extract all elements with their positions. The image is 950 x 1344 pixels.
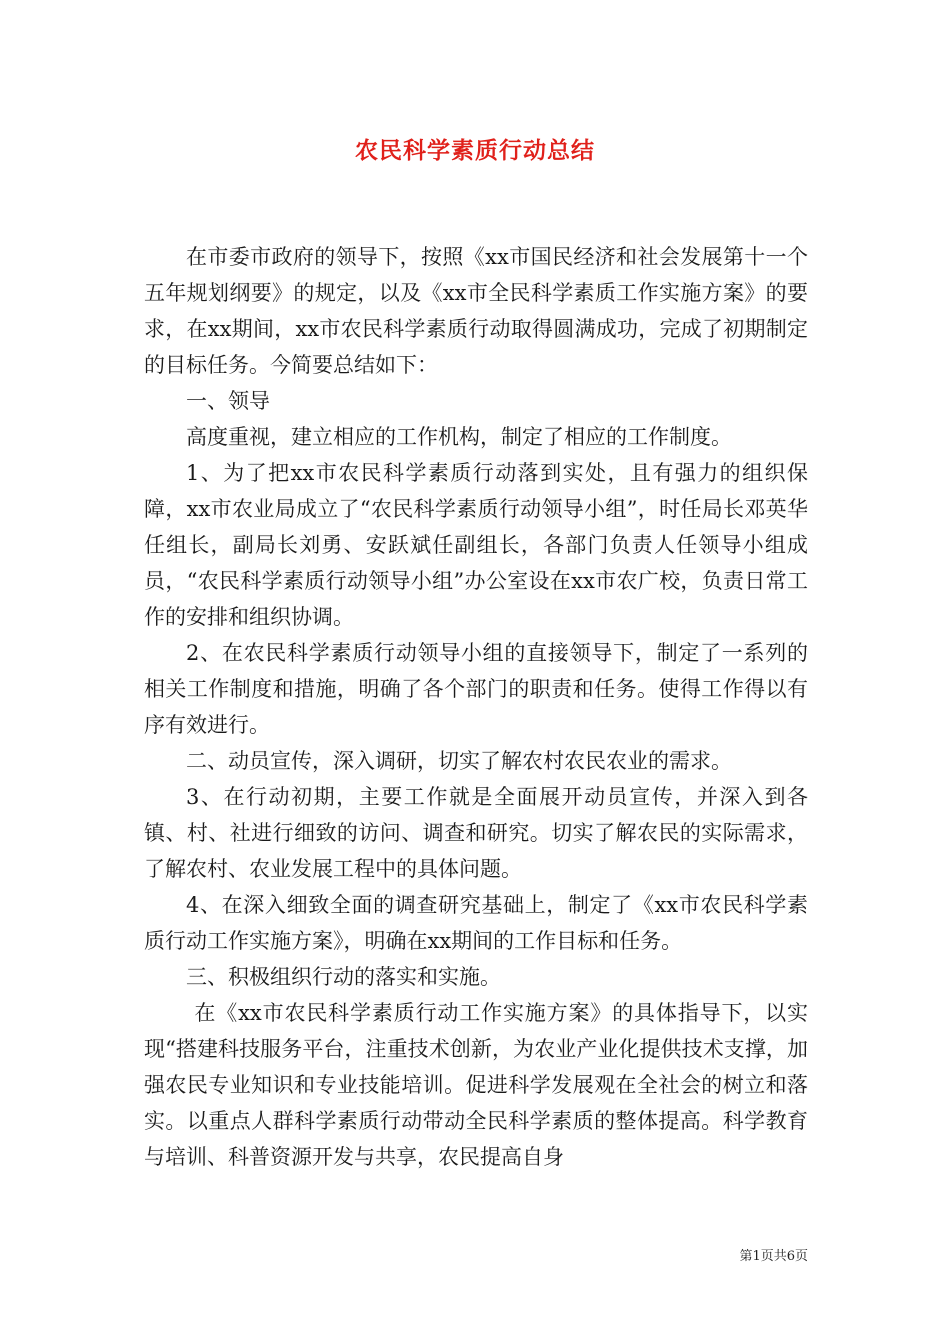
document-body — [144, 239, 808, 1175]
document-title: 农民科学素质行动总结 — [355, 137, 595, 164]
heading-section-3: 三、积极组织行动的落实和实施。 — [186, 965, 501, 989]
heading-section-2: 二、动员宣传，深入调研，切实了解农村农民农业的需求。 — [186, 749, 732, 773]
paragraph-item-4: 4、在深入细致全面的调查研究基础上，制定了《xx市农民科学素质行动工作实施方案》，明确在xx期间的工作目标和任务。 — [144, 893, 808, 953]
paragraph-section-1-summary: 高度重视，建立相应的工作机构，制定了相应的工作制度。 — [186, 425, 732, 449]
paragraph-item-2: 2、在农民科学素质行动领导小组的直接领导下，制定了一系列的相关工作制度和措施，明确了各个部门的职责和任务。使得工作得以有序有效进行。 — [144, 641, 808, 737]
paragraph-intro: 在市委市政府的领导下，按照《xx市国民经济和社会发展第十一个五年规划纲要》的规定，以及《xx市全民科学素质工作实施方案》的要求，在xx期间，xx市农民科学素质行动取得圆满成功，完成了初期制定的目标任务。今简要总结如下： — [144, 245, 808, 377]
page-number: 第1页共6页 — [739, 1249, 808, 1264]
paragraph-section-3-body: 在《xx市农民科学素质行动工作实施方案》的具体指导下，以实现“搭建科技服务平台，注重技术创新，为农业产业化提供技术支撑，加强农民专业知识和专业技能培训。促进科学发展观在全社会的树立和落实。以重点人群科学素质行动带动全民科学素质的整体提高。科学教育与培训、科普资源开发与共享，农民提高自身 — [144, 1001, 808, 1169]
paragraph-item-3: 3、在行动初期，主要工作就是全面展开动员宣传，并深入到各镇、村、社进行细致的访问、调查和研究。切实了解农民的实际需求，了解农村、农业发展工程中的具体问题。 — [144, 785, 808, 881]
heading-section-1: 一、领导 — [186, 389, 270, 413]
paragraph-item-1: 1、为了把xx市农民科学素质行动落到实处，且有强力的组织保障，xx市农业局成立了“农民科学素质行动领导小组”，时任局长邓英华任组长，副局长刘勇、安跃斌任副组长，各部门负责人任领导小组成员，“农民科学素质行动领导小组”办公室设在xx市农广校，负责日常工作的安排和组织协调。 — [144, 461, 808, 629]
